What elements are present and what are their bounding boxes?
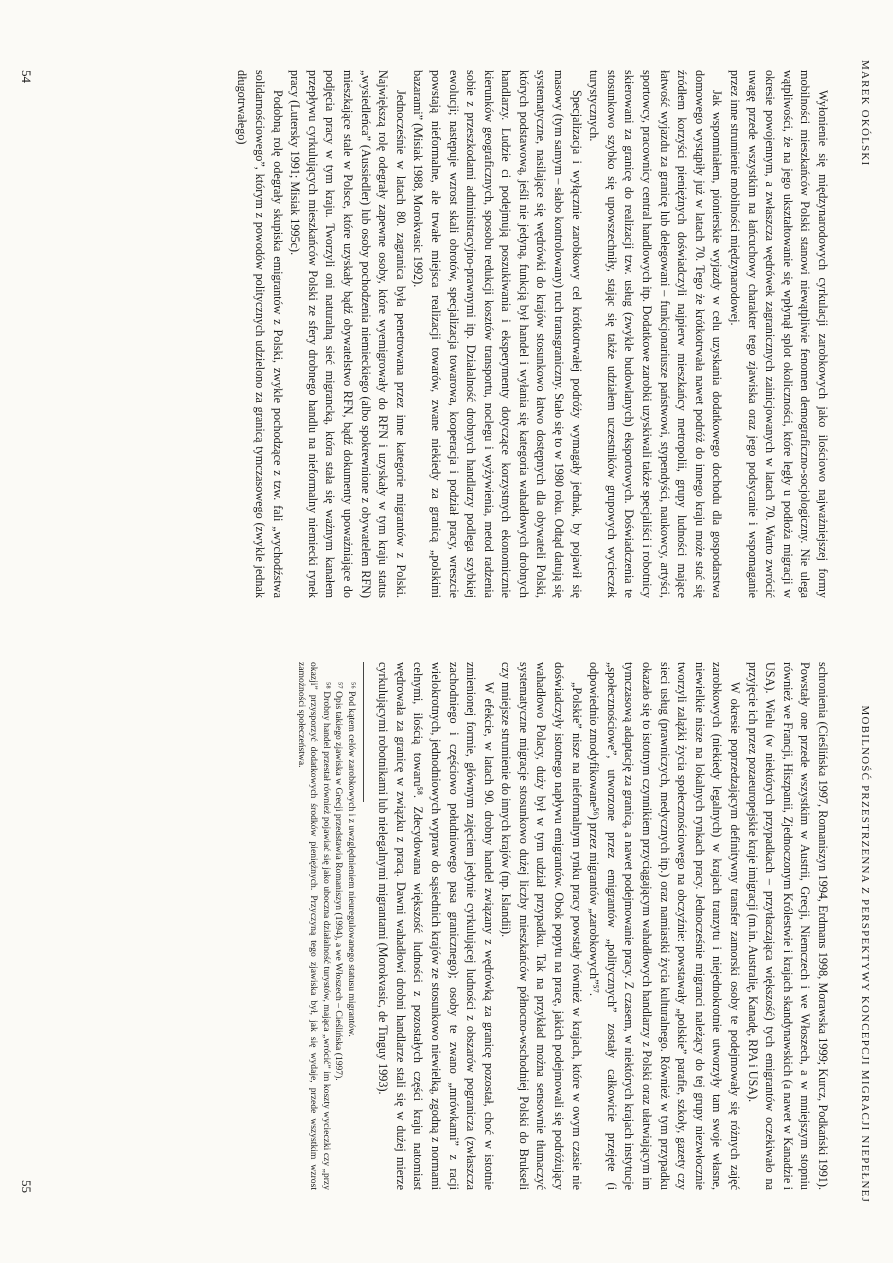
footnote-rule <box>357 662 364 802</box>
footnote: ⁵⁸ Drobny handel przestał również pojawiać się jako uboczna działalność turystów, mająca „wrócić” im koszty wycieczki czy „przy okazji” przysporzyć dodatkowych środków pieniężnych. Przyczyną tego zjawiska był, jak się wydaje, przede wszystkim wzrost zamożności społeczeństwa. <box>295 662 332 1190</box>
paragraph: Specjalizacja i wyłącznie zarobkowy cel krótkotrwałej podróży wymagały jednak, by pojawił się masowy (tym samym – słabo kontrolowany) ruch transgraniczny. Stało się to w 1980 roku. Odtąd datują się systematyczne, nasilające się wędrówki do krajów stosunkowo łatwo dostępnych dla obywateli Polski, których podstawową, jeśli nie jedyną, funkcją był handel i wyłania się kategoria wahadłowych drobnych handlarzy. Ludzie ci podejmują poszukiwania i eksperymenty dotyczące korzystnych ekonomicznie kierunków geograficznych, sposobu redukcji kosztów transportu, noclegu i wyżywienia, metod radzenia sobie z przeszkodami administracyjno-prawnymi itp. Działalność drobnych handlarzy podlega szybkiej ewolucji; następuje wzrost skali obrotów, specjalizacja towarowa, kooperacja i podział pracy, wreszcie powstają nieformalne, ale trwałe miejsca realizacji towarów, zwane niekiedy za granicą „polskimi bazarami” (Misiak 1988, Morokvasic 1992). <box>411 70 584 598</box>
paragraph: „Polskie” nisze na nieformalnym rynku pracy powstały również w krajach, które w owym czasie nie doświadczyły istotnego napływu emigrantów. Obok popytu na pracę, jakich podejmowali się podróżujący wahadłowo Polacy, duży był w tym udział przypadku. Tak na przykład można sensownie tłumaczyć systematyczne migracje stosunkowo dużej liczby mieszkańców północno-wschodniej Polski do Brukseli czy mniejsze strumienie do innych krajów (np. Islandii). <box>499 662 584 1190</box>
footnote: ⁵⁶ Pod kątem celów zarobkowych i z uwzględnieniem nieuregulowanego statusu migrantów. <box>345 682 357 1037</box>
paragraph: Jednocześnie w latach 80. zagranica była penetrowana przez inne kategorie migrantów z Polski. Największą rolę odegrały zapewne osoby, które wyemigrowały do RFN i uzyskały w tym kraju status „wysiedleńca” (Aussiedler) lub osoby pochodzenia niemieckiego (albo spokrewnione z obywatelem RFN) mieszkające stale w Polsce, które uzyskały bądź obywatelstwo RFN, bądź dokumenty upoważniające do podjęcia pracy w tym kraju. Tworzyli oni naturalną sieć migrancką, która stała się ważnym kanałem przepływu cyrkulujących mieszkańców Polski ze sfery drobnego handlu na nieformalny niemiecki rynek pracy (Lutersky 1991; Misiak 1995c). <box>288 70 408 598</box>
header-author: MAREK OKÓLSKI <box>859 60 871 167</box>
paragraph: W efekcie, w latach 90. drobny handel związany z wędrówką za granicę pozostał, choć w istotnie zmienionej formie, głównym zajęciem jedynie cyrkulującej ludności z obszarów pogranicza (zwłaszcza zachodniego i częściowo południowego pasa granicznego); osoby te zwano „mrówkami” z racji wielokrotnych, jednodniowych wypraw do sąsiednich krajów ze stosunkowo niewielką, zgodną z normami celnymi, ilością towaru⁵⁸. Zdecydowana większość ludności z pozostałych części kraju natomiast wędrowała za granicę w związku z pracą. Dawni wahadłowi drobni handlarze stali się w dużej mierze cyrkulującymi robotnikami lub nielegalnymi migrantami (Morokvasic, de Tinguy 1993). <box>376 662 496 1190</box>
page-number-left: 54 <box>19 70 34 83</box>
paragraph: Wyłonienie się międzynarodowych cyrkulacji zarobkowych jako ilościowo najważniejszej formy mobilności mieszkańców Polski stanowi niewątpliwie fenomen demograficzno-socjologiczny. Nie ulega wątpliwości, że na jego ukształtowanie się wpłynął splot okoliczności, które legły u podłoża migracji w okresie powojennym, a zwłaszcza wędrówek zagranicznych zainicjowanych w latach 70. Warto zwrócić uwagę przede wszystkim na łańcuchowy charakter tego zjawiska oraz jego podsycanie i wspomaganie przez inne strumienie mobilności międzynarodowej. <box>728 70 830 598</box>
footnote: ⁵⁷ Opis takiego zjawiska w Grecji przedstawia Romaniszyn (1994), a we Włoszech – Cieślińska (1997). <box>333 682 345 1081</box>
left-page-column <box>233 70 831 598</box>
running-header <box>853 60 875 1203</box>
right-page-column <box>294 662 831 1190</box>
paragraph: Jak wspomniałem, pionierskie wyjazdy w celu uzyskania dodatkowego dochodu dla gospodarstwa domowego wystąpiły już w latach 70. Tego że krótkotrwała nawet podróż do innego kraju może stać się źródłem korzyści pieniężnych doświadczyli najpierw mieszkańcy metropolii, grupy ludności mające łatwość wyjazdu za granicę lub delegowani – funkcjonariusze państwowi, stypendyści, naukowcy, artyści, sportowcy, pracownicy central handlowych itp. Dodatkowe zarobki uzyskiwali także specjaliści i robotnicy skierowani za granicę do realizacji tzw. usług (zwykle budowlanych) eksportowych. Doświadczenia te stosunkowo szybko się upowszechniły, stając się także udziałem uczestników grupowych wycieczek turystycznych. <box>587 70 725 598</box>
page-number-right: 55 <box>19 1180 34 1193</box>
paragraph: Podobną rolę odegrały skupiska emigrantów z Polski, zwykle pochodzące z tzw. fali „wychodźstwa solidarnościowego”, którym z powodów politycznych udzielono za granicą tymczasowego (zwykle jednak długotrwałego) <box>235 70 285 598</box>
header-title: MOBILNOŚĆ PRZESTRZENNA Z PERSPEKTYWY KONCEPCJI MIGRACJI NIEPEŁNEJ <box>859 705 871 1203</box>
paragraph: schronienia (Cieślińska 1997, Romaniszyn 1994, Erdmans 1998, Morawska 1999; Kurcz, Podkański 1991). Powstały one przede wszystkim w Austrii, Grecji, Niemczech i we Włoszech, a w mniejszym stopniu również we Francji, Hiszpanii, Zjednoczonym Królestwie i krajach skandynawskich (a nawet w Kanadzie i USA). Wielu (w niektórych przypadkach – przytłaczająca większość) tych emigrantów oczekiwało na przyjęcie ich przez pozaeuropejskie kraje imigracji (m.in. Australię, Kanadę, RPA i USA). <box>745 662 830 1190</box>
paragraph: W okresie poprzedzającym definitywny transfer zamorski osoby te podejmowały się różnych zajęć zarobkowych (niekiedy legalnych) w krajach tranzytu i niejednokrotnie utworzyły tam swoje własne, niewielkie nisze na lokalnych rynkach pracy. Jednocześnie migranci należący do tej grupy niezwłocznie tworzyli zalążki życia społecznościowego na obczyźnie: powstawały „polskie” parafie, szkoły, gazety czy sieci usług (prawniczych, medycznych itp.) oraz namiastki życia kulturalnego. Również w tym przypadku okazało się to istotnym czynnikiem przyciągającym wahadłowych handlarzy z Polski oraz ułatwiającym im tymczasową adaptację za granicą, a nawet podejmowanie pracy. Z czasem, w niektórych krajach instytucje „społecznościowe”, utworzone przez emigrantów „politycznych” zostały całkowicie przejęte (i odpowiednio zmodyfikowane⁵⁶) przez migrantów „zarobkowych”⁵⁷. <box>587 662 743 1190</box>
